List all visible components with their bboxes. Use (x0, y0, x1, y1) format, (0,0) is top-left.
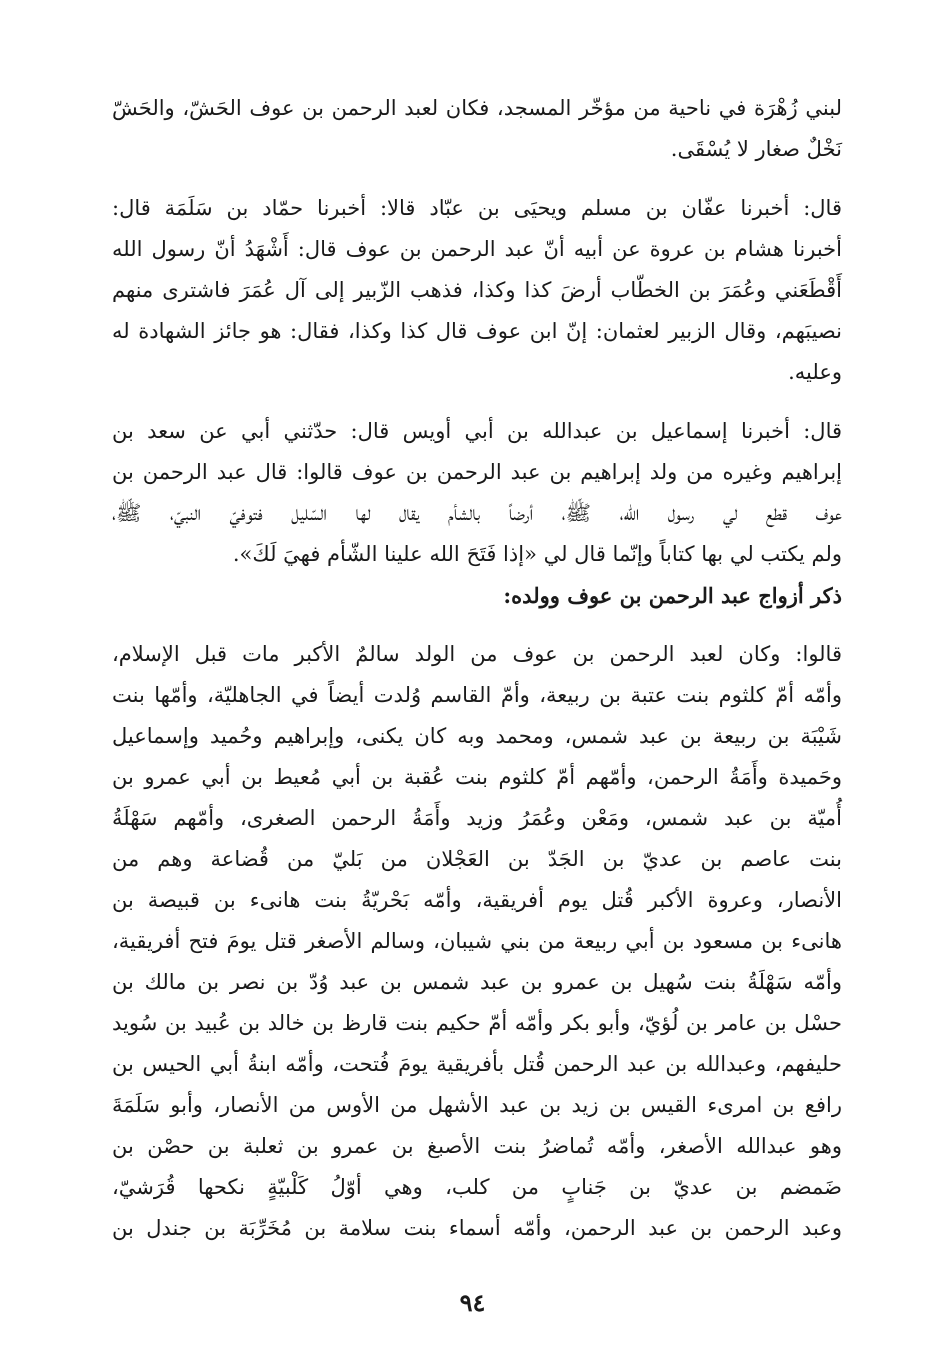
text-line: حسْل بن عامر بن لُؤيّ، وأبو بكر وأمّه أمّ حكيم بنت قارظ بن خالد بن عُبيد بن سُويد (112, 1011, 842, 1035)
text-line: عوف قطع لي رسول الله، ﷺ، أرضاً بالشأم يقال لها السّليل فتوفيّ النبيّ، ﷺ، (112, 501, 843, 525)
text-line: نصيبَهم، وقال الزبير لعثمان: إنّ ابن عوف قال كذا وكذا، فقال: هو جائز الشهادة له (112, 319, 842, 343)
text-line: بنت عاصم بن عديّ بن الجَدّ بن العَجْلان من بَليّ من قُضاعة وهم من (112, 847, 842, 871)
text-line: وهو عبدالله الأصغر، وأمّه تُماضرُ بنت الأصبغ بن عمرو بن ثعلبة بن حصْن بن (112, 1134, 842, 1158)
text-line: أَقْطَعَني وعُمَرَ بن الخطّاب أرضَ كذا وكذا، فذهب الزّبير إلى آل عُمَرَ فاشترى منهم (112, 278, 842, 302)
text-line: الأنصار، وعروة الأكبر قُتل يوم أفريقية، وأمّه بَحْريّةُ بنت هانىء بن قبيصة بن (112, 888, 842, 912)
text-line: وعليه. (788, 360, 842, 384)
page-number: ٩٤ (459, 1288, 486, 1317)
text-line: نَخْلٌ صغار لا يُسْقَى. (670, 137, 842, 161)
text-line: حليفهم، وعبدالله بن عبد الرحمن قُتل بأفريقية يومَ فُتحت، وأمّه ابنةُ أبي الحيس بن (112, 1052, 842, 1076)
text-line: وعبد الرحمن بن عبد الرحمن، وأمّه أسماء بنت سلامة بن مُخَرِّبَة بن جندل بن (112, 1216, 842, 1240)
section-heading: ذكر أزواج عبد الرحمن بن عوف وولده: (503, 583, 842, 608)
text-line: رافع بن امرىء القيس بن زيد بن عبد الأشهل من الأوس من الأنصار، وأبو سَلَمَةَ (112, 1093, 842, 1117)
text-line: أُميّة بن عبد شمس، ومَعْن وعُمَرُ وزيد وأَمَةُ الرحمن الصغرى، وأمّهم سَهْلَةُ (112, 806, 842, 830)
text-line: شَيْبَة بن ربيعة بن عبد شمس، ومحمد وبه كان يكنى، وإبراهيم وحُميد وإسماعيل (112, 724, 842, 748)
text-line: قالوا: وكان لعبد الرحمن بن عوف من الولد سالمٌ الأكبر مات قبل الإسلام، (112, 642, 842, 666)
text-line: هانىء بن مسعود بن أبي ربيعة من بني شيبان، وسالم الأصغر قتل يومَ فتح أفريقية، (112, 929, 842, 953)
text-line: وأمّه أمّ كلثوم بنت عتبة بن ربيعة، وأمّ القاسم وُلدت أيضاً في الجاهليّة، وأمّها بنت (112, 683, 842, 707)
text-line: قال: أخبرنا إسماعيل بن عبدالله بن أبي أويس قال: حدّثني أبي عن سعد بن (112, 419, 842, 443)
text-line: أخبرنا هشام بن عروة عن أبيه أنّ عبد الرحمن بن عوف قال: أَشْهَدُ أنّ رسول الله (112, 237, 842, 261)
body-text (112, 88, 842, 1249)
text-line: قال: أخبرنا عفّان بن مسلم ويحيَى بن عبّاد قالا: أخبرنا حمّاد بن سَلَمَة قال: (112, 196, 842, 220)
text-line: وحَميدة وأَمَةُ الرحمن، وأمّهم أمّ كلثوم بنت عُقبة بن أبي مُعيط بن أبي عمرو بن (112, 765, 842, 789)
text-line: ضَمضم بن عديّ بن جَنابٍ من كلب، وهي أوّلُ كَلْبيّةٍ نكحها قُرَشيّ، (112, 1175, 842, 1199)
text-line: ولم يكتب لي بها كتاباً وإنّما قال لي «إذا فَتَحَ الله علينا الشّأم فهيَ لَكَ». (232, 542, 842, 566)
text-line: لبني زُهْرَة في ناحية من مؤخّر المسجد، فكان لعبد الرحمن بن عوف الحَشّ، والحَشّ (112, 96, 842, 120)
text-line: وأمّه سَهْلَةُ بنت سُهيل بن عمرو بن عبد شمس بن عبد وُدّ بن نصر بن مالك بن (112, 970, 842, 994)
text-line: إبراهيم وغيره من ولد إبراهيم بن عبد الرحمن بن عوف قالوا: قال عبد الرحمن بن (112, 460, 842, 484)
